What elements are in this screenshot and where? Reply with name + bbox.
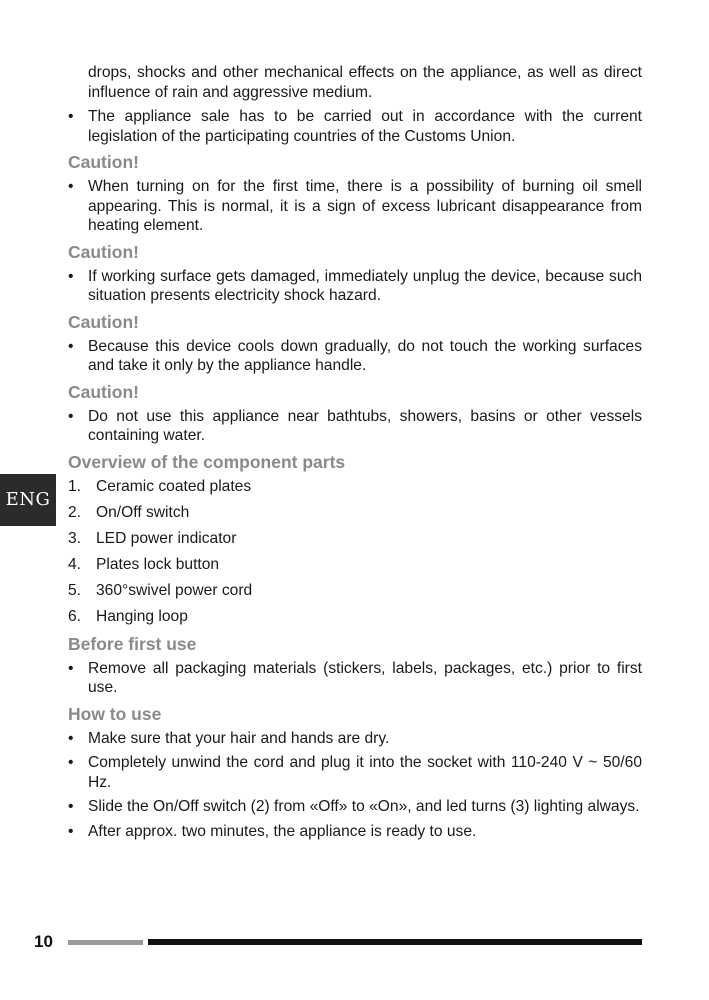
list-item-text: Slide the On/Off switch (2) from «Off» to «On», and led turns (3) lighting always.	[88, 798, 640, 815]
page-number: 10	[34, 932, 53, 951]
component-item	[68, 555, 642, 575]
caution-heading: Caution!	[68, 152, 139, 172]
bullet-icon: •	[68, 407, 74, 425]
list-item-text: Make sure that your hair and hands are dry.	[88, 729, 390, 747]
item-number: 3.	[68, 529, 82, 547]
list-item	[68, 729, 642, 749]
list-item	[68, 822, 642, 842]
list-item-text: If working surface gets damaged, immediately unplug the device, because such situation presents electricity shock hazard.	[88, 267, 642, 304]
overview-heading: Overview of the component parts	[68, 451, 346, 472]
bullet-icon: •	[68, 729, 74, 747]
bullet-icon: •	[68, 337, 74, 355]
list-item	[68, 107, 642, 146]
item-number: 6.	[68, 607, 82, 625]
footer-rule-black	[148, 939, 642, 945]
before-first-use-heading: Before first use	[68, 633, 197, 654]
component-item	[68, 581, 642, 601]
bullet-icon: •	[68, 267, 74, 285]
caution-heading: Caution!	[68, 311, 139, 332]
footer-rule-gray	[68, 940, 143, 945]
item-text: Hanging loop	[96, 607, 188, 625]
component-item	[68, 529, 642, 549]
item-text: Plates lock button	[96, 555, 220, 573]
list-item	[68, 177, 642, 236]
list-item	[68, 797, 642, 817]
bullet-icon: •	[68, 798, 74, 815]
list-item-text: Do not use this appliance near bathtubs, showers, basins or other vessels containing water.	[88, 407, 642, 444]
item-text: 360°swivel power cord	[96, 581, 253, 599]
item-text: On/Off switch	[96, 503, 190, 521]
item-text: Ceramic coated plates	[96, 477, 252, 495]
caution-heading: Caution!	[68, 381, 139, 402]
list-item-text: After approx. two minutes, the appliance is ready to use.	[88, 822, 477, 840]
item-number: 5.	[68, 581, 82, 599]
list-item-text: Because this device cools down gradually, do not touch the working surfaces and take it only by the appliance handle.	[88, 337, 642, 374]
caution-heading: Caution!	[68, 241, 139, 262]
bullet-icon: •	[68, 178, 74, 195]
list-item	[68, 267, 642, 306]
item-number: 1.	[68, 477, 82, 495]
list-item-text: When turning on for the first time, there is a possibility of burning oil smell appearing. This is normal, it is a sign of excess lubricant disappearance from heating element.	[88, 178, 642, 234]
bullet-icon: •	[68, 822, 74, 840]
language-tab: ENG	[0, 474, 56, 526]
continued-paragraph: drops, shocks and other mechanical effects on the appliance, as well as direct influence of rain and aggressive medium.	[88, 64, 642, 101]
bullet-icon: •	[68, 659, 74, 677]
component-item	[68, 477, 642, 497]
list-item-text: Completely unwind the cord and plug it into the socket with 110-240 V ~ 50/60 Hz.	[88, 754, 642, 791]
list-item-text: The appliance sale has to be carried out in accordance with the current legislation of the participating countries of the Customs Union.	[88, 108, 642, 145]
list-item	[68, 337, 642, 376]
bullet-icon: •	[68, 108, 74, 125]
item-number: 4.	[68, 555, 82, 573]
item-text: LED power indicator	[96, 529, 237, 547]
item-number: 2.	[68, 503, 82, 521]
list-item	[68, 753, 642, 792]
bullet-icon: •	[68, 754, 74, 771]
component-item	[68, 503, 642, 523]
page-content	[68, 63, 642, 846]
list-item	[68, 407, 642, 446]
how-to-use-heading: How to use	[68, 703, 162, 724]
list-item	[68, 659, 642, 698]
component-item	[68, 607, 642, 627]
list-item-text: Remove all packaging materials (stickers, labels, packages, etc.) prior to first use.	[88, 659, 642, 696]
